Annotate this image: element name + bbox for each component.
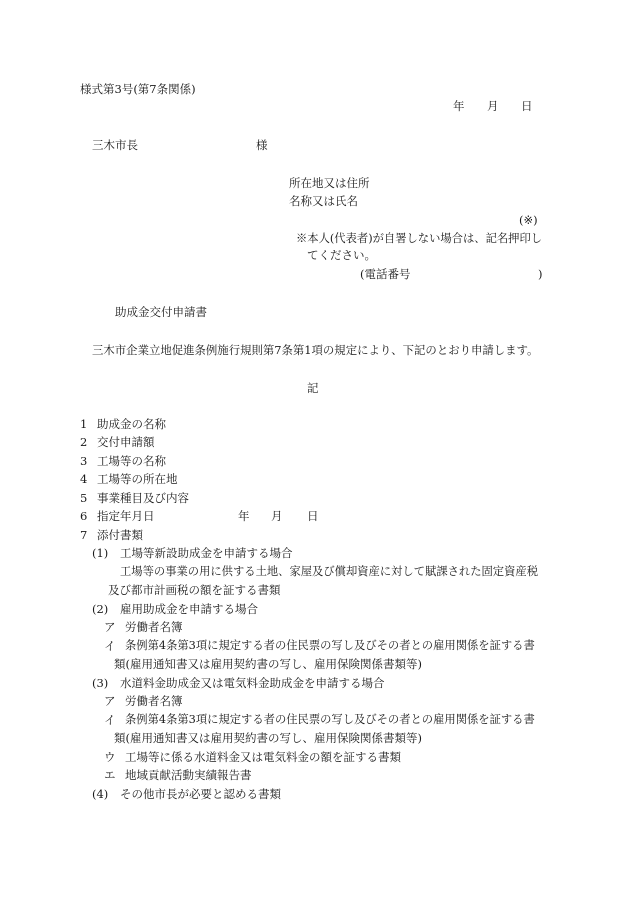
name-label: 名称又は氏名 [289,194,358,208]
attachment-2-i-line2: 類(雇用通知書又は雇用契約書の写し、雇用保険関係書類等) [114,657,422,671]
attachment-3-a-label: ア [104,694,116,708]
item-label: 事業種目及び内容 [97,491,189,505]
signature-note-line1: ※本人(代表者)が自署しない場合は、記名押印し [296,232,543,245]
attachment-3-u-label: ウ [104,750,116,764]
item-number: 5 [80,491,88,505]
item-number: 3 [80,454,88,468]
attachment-2-i-label: イ [104,639,116,653]
attachment-3-label: (3) [92,676,109,690]
item-label: 交付申請額 [97,435,155,449]
addressee-honorific: 様 [256,138,268,152]
form-number: 様式第3号(第7条関係) [80,82,196,96]
attachment-3-i-line1: 条例第4条第3項に規定する者の住民票の写し及びその者との雇用関係を証する書 [125,713,535,726]
attachment-4-label: (4) [92,787,109,801]
attachment-1-line2: 及び都市計画税の額を証する書類 [108,583,281,597]
attachment-2-i-line1: 条例第4条第3項に規定する者の住民票の写し及びその者との雇用関係を証する書 [125,639,535,652]
attachment-3-e-label: エ [104,768,116,782]
item-label: 工場等の所在地 [97,472,178,486]
attachment-3-i-label: イ [104,713,116,727]
attachment-2-a-text: 労働者名簿 [125,620,183,634]
attachment-2-label: (2) [92,602,109,616]
designation-year: 年 [238,509,250,523]
addressee-mayor: 三木市長 [92,138,138,152]
item-number: 1 [80,417,88,431]
attachment-1-line1: 工場等の事業の用に供する土地、家屋及び償却資産に対して賦課された固定資産税 [120,565,538,578]
phone-label: (電話番号 [360,267,411,281]
attachment-3-title: 水道料金助成金又は電気料金助成金を申請する場合 [120,676,385,690]
attachment-3-i-line2: 類(雇用通知書又は雇用契約書の写し、雇用保険関係書類等) [114,731,422,745]
attachment-3-a-text: 労働者名簿 [125,694,183,708]
designation-day: 日 [307,509,319,523]
item-number: 4 [80,472,88,486]
item-label: 添付書類 [97,528,143,542]
attachment-1-title: 工場等新設助成金を申請する場合 [120,546,293,560]
item-label: 助成金の名称 [97,417,166,431]
signature-note-line2: てください。 [307,248,376,262]
attachment-2-title: 雇用助成金を申請する場合 [120,602,258,616]
attachment-2-a-label: ア [104,620,116,634]
item-label: 指定年月日 [97,509,155,523]
item-number: 7 [80,528,88,542]
attachment-3-u-text: 工場等に係る水道料金又は電気料金の額を証する書類 [125,750,401,764]
address-label: 所在地又は住所 [289,176,370,190]
date-month: 月 [487,99,499,113]
intro-statement: 三木市企業立地促進条例施行規則第7条第1項の規定により、下記のとおり申請します。 [92,343,539,357]
document-title: 助成金交付申請書 [115,305,207,319]
item-number: 2 [80,435,88,449]
attachment-1-label: (1) [92,546,109,560]
date-day: 日 [521,99,533,113]
item-number: 6 [80,509,88,523]
attachment-3-e-text: 地域貢献活動実績報告書 [125,768,252,782]
ki-heading: 記 [307,381,319,395]
date-year: 年 [453,99,465,113]
phone-close: ) [538,267,543,281]
attachment-4-title: その他市長が必要と認める書類 [120,787,281,801]
seal-mark: (※) [519,213,538,227]
item-label: 工場等の名称 [97,454,166,468]
designation-month: 月 [271,509,283,523]
